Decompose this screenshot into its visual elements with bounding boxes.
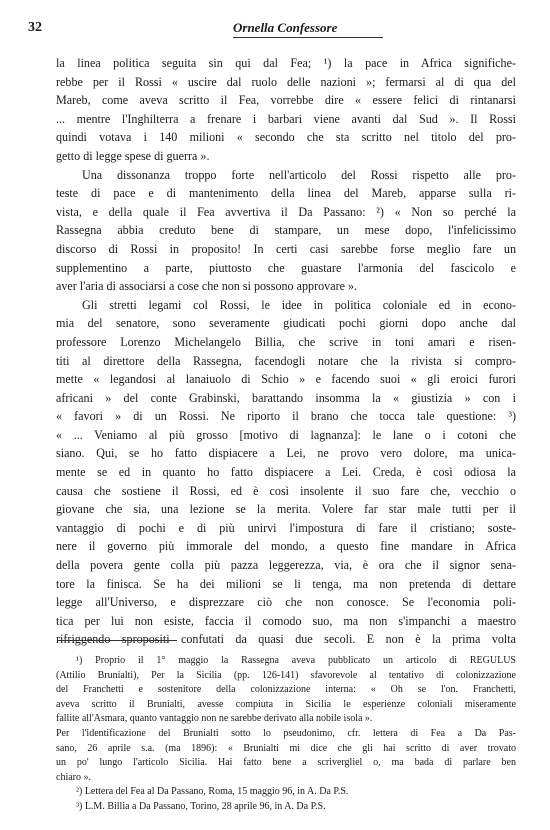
body-line: Una dissonanza troppo forte nell'articolo del Rossi rispetto alle pro- (82, 167, 516, 182)
body-line: teste di pace e di mantenimento della linea del Mareb, apparse sulla ri- (56, 186, 516, 201)
body-line: africani » del conte Grabinski, barattando insomma la « giustizia » con i (56, 390, 516, 405)
body-line: professore Lorenzo Michelangelo Billia, che scrive in toni amari e risen- (56, 334, 516, 349)
footnote-line: Per l'identificazione del Brunialti sotto lo pseudonimo, cfr. lettera di Fea a Da Pas- (56, 727, 516, 739)
page-header (28, 20, 526, 40)
body-line: giovane che sia, una lezione se la merita. Volere far star male tutti per il (56, 502, 516, 517)
body-line: vantaggio di pochi e di più unirvi l'impostura di fare il cristiano; soste- (56, 520, 516, 535)
body-line: mente se ed in quanto ho fatto dispiacere a Lei. Creda, è così odiosa la (56, 465, 516, 480)
body-line: tica per lui non esiste, faccia il comodo suo, ma non s'impanchi a maestro (56, 613, 516, 628)
running-head: Ornella Confessore (233, 20, 338, 35)
body-line: legge all'Universo, e disprezzare ciò che non conosce. Se l'economia poli- (56, 595, 516, 610)
footnote-line: un po' lungo l'articolo Sicilia. Hai fatto bene a scrivergliel o, ma bada di parlare ben (56, 757, 516, 769)
footnote-line: ²) Lettera del Fea al Da Passano, Roma, 15 maggio 96, in A. Da P.S. (76, 786, 349, 798)
footnote-line: aveva scritto il Brunialti, avesse compiuta in Sicilia le esperienze coloniali miseramente (56, 698, 516, 710)
body-line: Mareb, come aveva scritto il Fea, vorrebbe dire « essere felici di rintanarsi (56, 93, 516, 108)
body-line: la linea politica seguita sin qui dal Fea; ¹) la pace in Africa significhe- (56, 56, 516, 70)
body-line: causa che sostiene il Rossi, ed è così insolente il suo fare che, vecchio o (56, 483, 516, 498)
body-line: vista, e della quale il Fea avvertiva il Da Passano: ²) « Non so perché la (56, 204, 516, 219)
body-line: nere il governo più immorale del mondo, a questo fine mandare in Africa (56, 539, 516, 554)
body-line: rebbe per il Rossi « uscire dal ruolo delle nazioni »; fermarsi al di qua del (56, 74, 516, 89)
body-line: ... mentre l'Inghilterra a frenare i barbari viene avanti dal Sud ». Il Rossi (56, 111, 516, 126)
footnote-line: sano, 26 aprile s.a. (ma 1896): « Brunialti mi dice che gli hai scritto di aver trovato (56, 742, 516, 754)
body-line: tore la finisca. Se ha dei milioni se li tenga, ma non pretenda di dettare (56, 576, 516, 591)
body-line: mia del senatore, sono severamente giudicati pochi giorni dopo anche dal (56, 316, 516, 331)
body-line: mette « legandosi al lanaiuolo di Schio » e facendo suoi « gli eroici furori (56, 372, 516, 387)
page-number: 32 (28, 20, 42, 35)
body-line: rifriggendo spropositi confutati da quasi due secoli. E non è la prima volta (56, 632, 516, 647)
body-line: supplementino a parte, piuttosto che guastare l'armonia del fascicolo e (56, 260, 516, 275)
body-line: siano. Qui, se ho fatto dispiacere a Lei, ne provo vero dolore, ma unica- (56, 446, 516, 461)
footnote-separator (57, 640, 177, 641)
body-line: Rassegna abbia creduto bene di stampare, un mese dopo, l'infelicissimo (56, 223, 516, 238)
body-line: « ... Veniamo al più grosso [motivo di lagnanza]: le lane o i cotoni che (56, 427, 516, 442)
footnote-line: (Attilio Brunialti), Per la Sicilia (pp. 126-141) sfavorevole al tentativo di colonizzazione (56, 669, 516, 681)
footnote-line: del Franchetti e sostenitore della colonizzazione interna: « Oh se l'on. Franchetti, (56, 684, 516, 696)
body-line: aver l'aria di associarsi a cose che non si possono approvare ». (56, 279, 358, 294)
body-line: quindi votava i 140 milioni « secondo che sta scritto nel titolo del pro- (56, 130, 516, 145)
running-head-rule (233, 37, 383, 38)
footnotes (56, 654, 516, 815)
body-line: titi al direttore della Rassegna, facendogli notare che la rivista si compro- (56, 353, 516, 368)
body-line: della povera gente colla più pazza leggerezza, via, è ora che il signor sena- (56, 558, 516, 573)
body-line: getto di legge spese di guerra ». (56, 148, 210, 163)
footnote-line: ¹) Proprio il 1° maggio la Rassegna aveva pubblicato un articolo di REGULUS (76, 655, 516, 666)
body-line: discorso di Rossi in proposito! In certi casi sarebbe forse meglio fare un (56, 241, 516, 256)
footnote-line: fallite all'Asmara, quanto vantaggio non ne sarebbe derivato alla nobile isola ». (56, 713, 373, 725)
body-line: « favori » di un Rossi. Ne riporto il brano che tocca tale questione: ³) (56, 409, 516, 424)
footnote-line: ³) L.M. Billia a Da Passano, Torino, 28 aprile 96, in A. Da P.S. (76, 800, 326, 812)
body-text (56, 54, 516, 649)
footnote-line: chiaro ». (56, 771, 91, 783)
body-line: Gli stretti legami col Rossi, le idee in politica coloniale ed in econo- (82, 297, 516, 312)
